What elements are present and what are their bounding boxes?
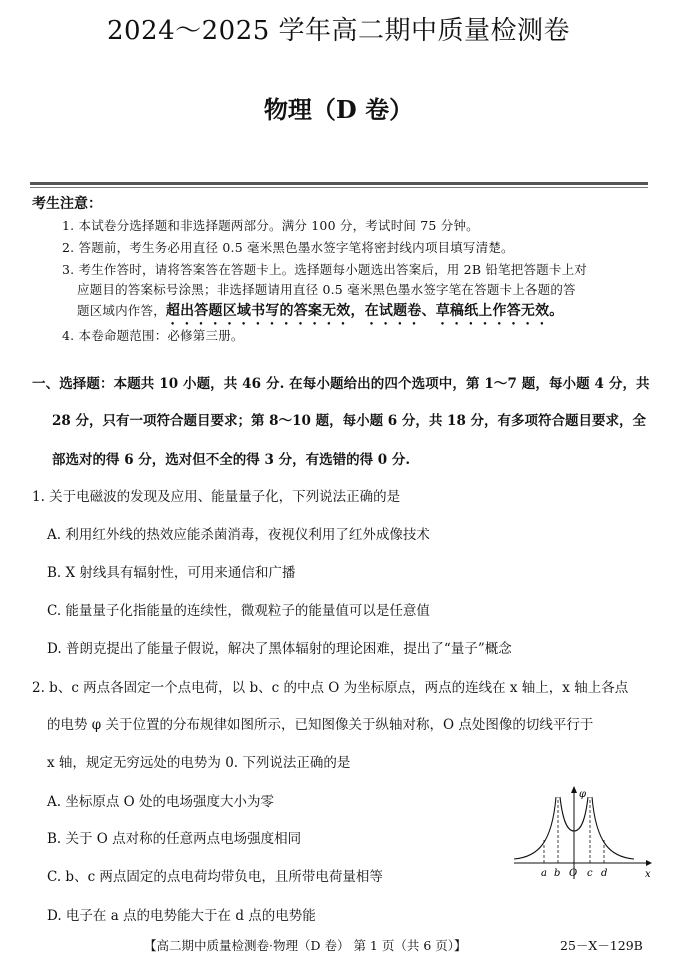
point-label-a: a — [541, 868, 547, 879]
q1-stem: 1. 关于电磁波的发现及应用、能量量子化，下列说法正确的是 — [32, 489, 401, 505]
notice-heading: 考生注意： — [32, 196, 102, 212]
notice-item-3-text: 题区域内作答， — [77, 303, 166, 318]
exam-title: 2024～2025 学年高二期中质量检测卷 — [106, 16, 571, 46]
divider-thick — [30, 182, 648, 185]
section-1-line-2: 28 分，只有一项符合题目要求；第 8～10 题，每小题 6 分，共 18 分，有多项符合题目要求，全 — [52, 413, 647, 429]
section-1-line-1: 一、选择题：本题共 10 小题，共 46 分. 在每小题给出的四个选项中，第 1～7 题，每小题 4 分，共 — [32, 376, 650, 392]
q2-option-c: C. b、c 两点固定的点电荷均带负电，且所带电荷量相等 — [47, 869, 383, 885]
point-label-b: b — [554, 868, 561, 879]
footer-page-info: 【高二期中质量检测卷·物理（D 卷） 第 1 页（共 6 页）】 — [144, 938, 467, 953]
q2-stem-line-1: 2. b、c 两点各固定一个点电荷，以 b、c 的中点 O 为坐标原点，两点的连线在 x 轴上，x 轴上各点 — [32, 680, 629, 696]
notice-item-3-line-2: 应题目的答案标号涂黑；非选择题请用直径 0.5 毫米黑色墨水签字笔在答题卡上各题的答 — [77, 282, 576, 297]
exam-subtitle: 物理（D 卷） — [263, 95, 414, 124]
q2-option-d: D. 电子在 a 点的电势能大于在 d 点的电势能 — [47, 908, 316, 924]
x-axis-arrow — [646, 860, 652, 866]
point-label-c: c — [587, 868, 593, 879]
q1-option-d: D. 普朗克提出了能量子假说，解决了黑体辐射的理论困难，提出了“量子”概念 — [47, 641, 512, 657]
point-label-d: d — [601, 868, 608, 879]
notice-item-3-line-1: 3. 考生作答时，请将答案答在答题卡上。选择题每小题选出答案后，用 2B 铅笔把答题卡上对 — [62, 262, 587, 277]
notice-item-1: 1. 本试卷分选择题和非选择题两部分。满分 100 分，考试时间 75 分钟。 — [62, 218, 479, 233]
y-axis-arrow — [571, 786, 577, 793]
footer-code: 25－X－129B — [560, 938, 643, 953]
curve-right-outer — [592, 797, 634, 859]
curve-left-outer — [514, 797, 556, 859]
q1-option-c: C. 能量量子化指能量的连续性，微观粒子的能量值可以是任意值 — [47, 603, 430, 619]
notice-item-4: 4. 本卷命题范围：必修第三册。 — [62, 328, 244, 343]
q2-option-a: A. 坐标原点 O 处的电场强度大小为零 — [47, 794, 274, 810]
potential-graph — [508, 783, 654, 883]
q1-option-b: B. X 射线具有辐射性，可用来通信和广播 — [47, 565, 296, 581]
q2-stem-line-2: 的电势 φ 关于位置的分布规律如图所示，已知图像关于纵轴对称，O 点处图像的切线平行于 — [47, 717, 594, 733]
y-axis-label: φ — [579, 789, 587, 800]
q1-option-a: A. 利用红外线的热效应能杀菌消毒，夜视仪利用了红外成像技术 — [47, 527, 430, 543]
section-1-line-3: 部选对的得 6 分，选对但不全的得 3 分，有选错的得 0 分. — [52, 452, 411, 468]
notice-item-2: 2. 答题前，考生务必用直径 0.5 毫米黑色墨水签字笔将密封线内项目填写清楚。 — [62, 240, 514, 255]
q2-option-b: B. 关于 O 点对称的任意两点电场强度相同 — [47, 831, 302, 847]
x-axis-label: x — [645, 869, 651, 880]
divider-thin — [30, 187, 648, 188]
notice-item-3-line-3 — [77, 300, 564, 328]
q2-stem-line-3: x 轴，规定无穷远处的电势为 0. 下列说法正确的是 — [47, 755, 351, 771]
notice-emphasis: 超出答题区域书写的答案无效，在试题卷、草稿纸上作答无效。 — [165, 303, 564, 319]
point-label-o: O — [569, 868, 578, 879]
